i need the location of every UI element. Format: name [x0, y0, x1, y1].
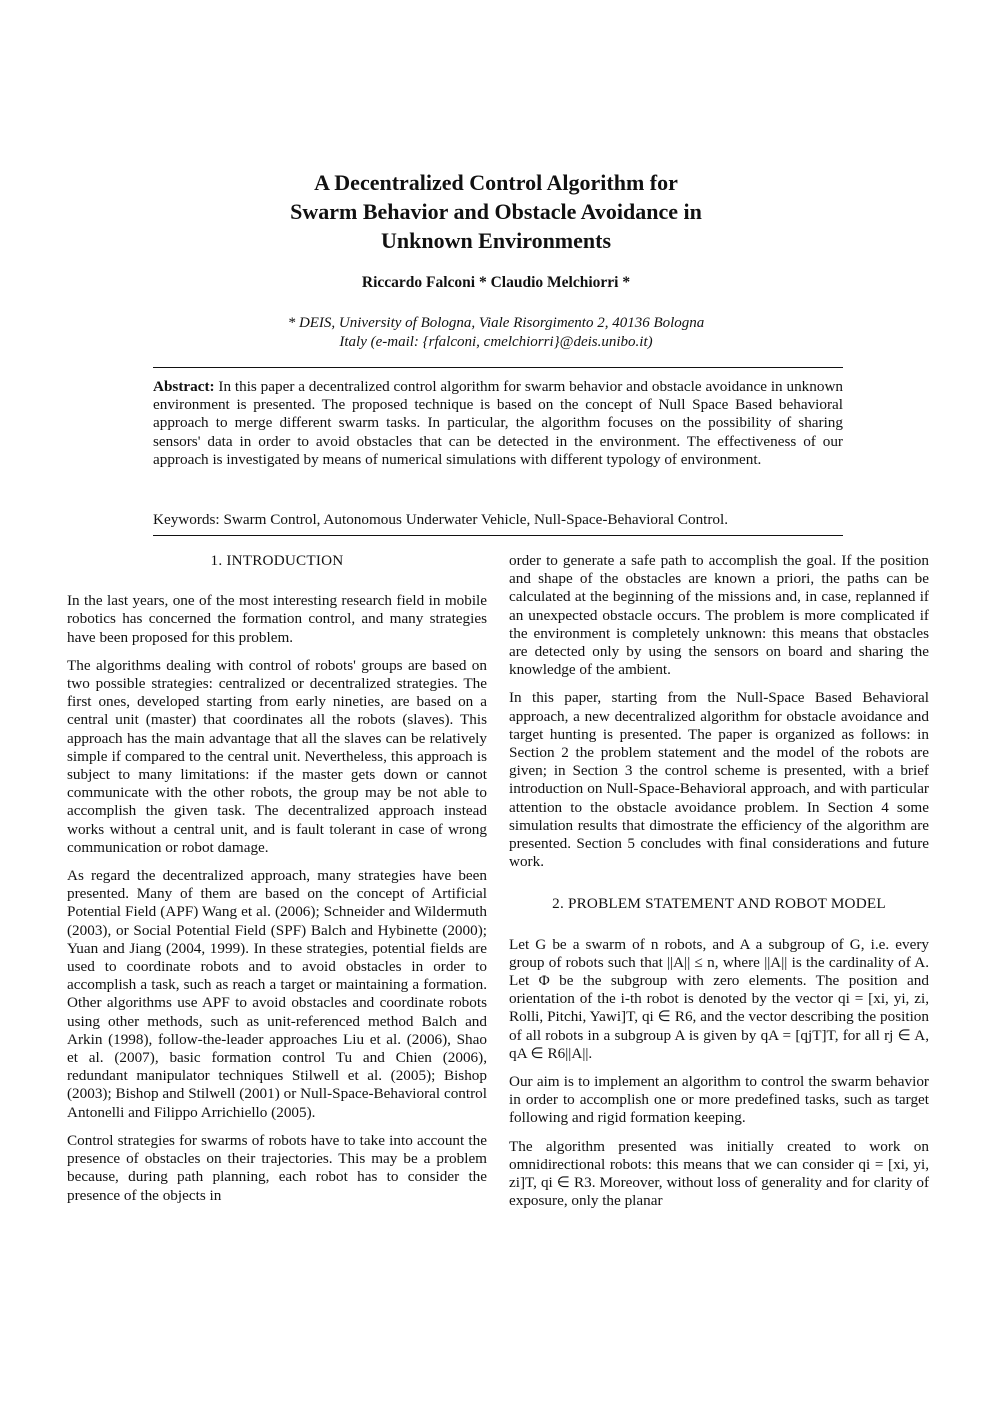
paragraph: order to generate a safe path to accomplish the goal. If the position and shape of the obstacles are known a priori, the paths can be calculated at the beginning of the missions and, in case, replanned if an unexpected obstacle occurs. The problem is more complicated if the environment is completely unknown: this means that obstacles are detected only by using the sensors on board and sharing the knowledge of the ambient.	[509, 552, 929, 679]
title-line: Unknown Environments	[380, 228, 612, 253]
paper-authors: Riccardo Falconi * Claudio Melchiorri *	[361, 274, 631, 291]
paragraph: Control strategies for swarms of robots have to take into account the presence of obstacles on their trajectories. This may be a problem because, during path planning, each robot has to consider the presence of the objects in	[67, 1131, 487, 1204]
title-line: A Decentralized Control Algorithm for	[314, 170, 678, 195]
title-line: Swarm Behavior and Obstacle Avoidance in	[290, 199, 702, 224]
section-heading-introduction: 1. INTRODUCTION	[210, 552, 344, 569]
affiliation-line: Italy (e-mail: {rfalconi, cmelchiorri}@deis.unibo.it)	[339, 334, 653, 350]
abstract-top-rule	[153, 367, 843, 368]
abstract	[153, 378, 843, 469]
paragraph: As regard the decentralized approach, many strategies have been presented. Many of them are based on the concept of Artificial Potential Field (APF) Wang et al. (2006); Schneider and Wildermuth (2003), or Social Potential Field (SPF) Balch and Hybinette (2000); Yuan and Jiang (2004, 1999). In these strategies, potential fields are used to coordinate robots and to avoid obstacles in order to accomplish a task, such as reach a target or maintaining a formation. Other algorithms use APF to avoid obstacles and coordinate robots using other methods, such as unit-referenced method Balch and Arkin (1998), follow-the-leader approaches Liu et al. (2006), Shao et al. (2007), basic formation control Tu and Chien (2006), redundant manipulator techniques Stilwell et al. (2005); Bishop (2003); Bishop and Stilwell (2001) or Null-Space-Behavioral control Antonelli and Filippo Arrichiello (2005).	[67, 867, 487, 1121]
paragraph: The algorithm presented was initially created to work on omnidirectional robots: this means that we can consider qi = [xi, yi, zi]T, qi ∈ R3. Moreover, without loss of generality and for clarity of exposure, only the planar	[509, 1137, 929, 1210]
paper-title	[150, 168, 842, 255]
paragraph: In this paper, starting from the Null-Space Based Behavioral approach, a new decentralized algorithm for obstacle avoidance and target hunting is presented. The paper is organized as follows: in Section 2 the problem statement and the model of the robots are given; in Section 3 the control scheme is presented, with a brief introduction on Null-Space-Behavioral approach, and with particular attention to the obstacle avoidance problem. In Section 4 some simulation results that dimostrate the efficiency of the algorithm are presented. Section 5 concludes with final considerations and future work.	[509, 689, 929, 871]
keywords-bottom-rule	[153, 535, 843, 536]
abstract-text: In this paper a decentralized control algorithm for swarm behavior and obstacle avoidance in unknown environment is presented. The proposed technique is based on the concept of Null Space Based behavioral approach to merge different swarm tasks. In particular, the algorithm focuses on the possibility of sharing sensors' data in order to avoid obstacles that can be detected in the environment. The effectiveness of our approach is investigated by means of numerical simulations with different typology of environment.	[153, 378, 843, 468]
paragraph: Our aim is to implement an algorithm to control the swarm behavior in order to accomplish one or more predefined tasks, such as target following and rigid formation keeping.	[509, 1073, 929, 1127]
paragraph: The algorithms dealing with control of robots' groups are based on two possible strategies: centralized or decentralized strategies. The first ones, developed starting from early nineties, are based on a central unit (master) that coordinates all the robots (slaves). This approach has the main advantage that all the slaves can be relatively simple if compared to the central unit. Nevertheless, this approach is subject to many limitations: if the master gets down or cannot communicate with the other robots, the group may be not able to accomplish the given task. The decentralized approach instead works without a central unit, and is fault tolerant in case of wrong communication or robot damage.	[67, 656, 487, 856]
abstract-label: Abstract:	[153, 378, 215, 395]
left-column	[67, 552, 487, 1215]
right-column	[509, 552, 929, 1221]
paper-affiliation	[150, 314, 842, 352]
keywords: Keywords: Swarm Control, Autonomous Underwater Vehicle, Null-Space-Behavioral Control.	[153, 511, 729, 528]
paragraph: Let G be a swarm of n robots, and A a subgroup of G, i.e. every group of robots such that ||A|| ≤ n, where ||A|| is the cardinality of A. Let Φ be the subgroup with zero elements. The position and orientation of the i-th robot is denoted by the vector qi = [xi, yi, zi, Rolli, Pitchi, Yawi]T, qi ∈ R6, and the vector describing the position of all robots in a subgroup A is given by qA = [qjT]T, for all rj ∈ A, qA ∈ R6||A||.	[509, 935, 929, 1062]
paragraph: In the last years, one of the most interesting research field in mobile robotics has concerned the formation control, and many strategies have been proposed for this problem.	[67, 592, 487, 646]
affiliation-line: * DEIS, University of Bologna, Viale Risorgimento 2, 40136 Bologna	[287, 315, 705, 331]
section-heading-problem-statement: 2. PROBLEM STATEMENT AND ROBOT MODEL	[552, 895, 886, 913]
